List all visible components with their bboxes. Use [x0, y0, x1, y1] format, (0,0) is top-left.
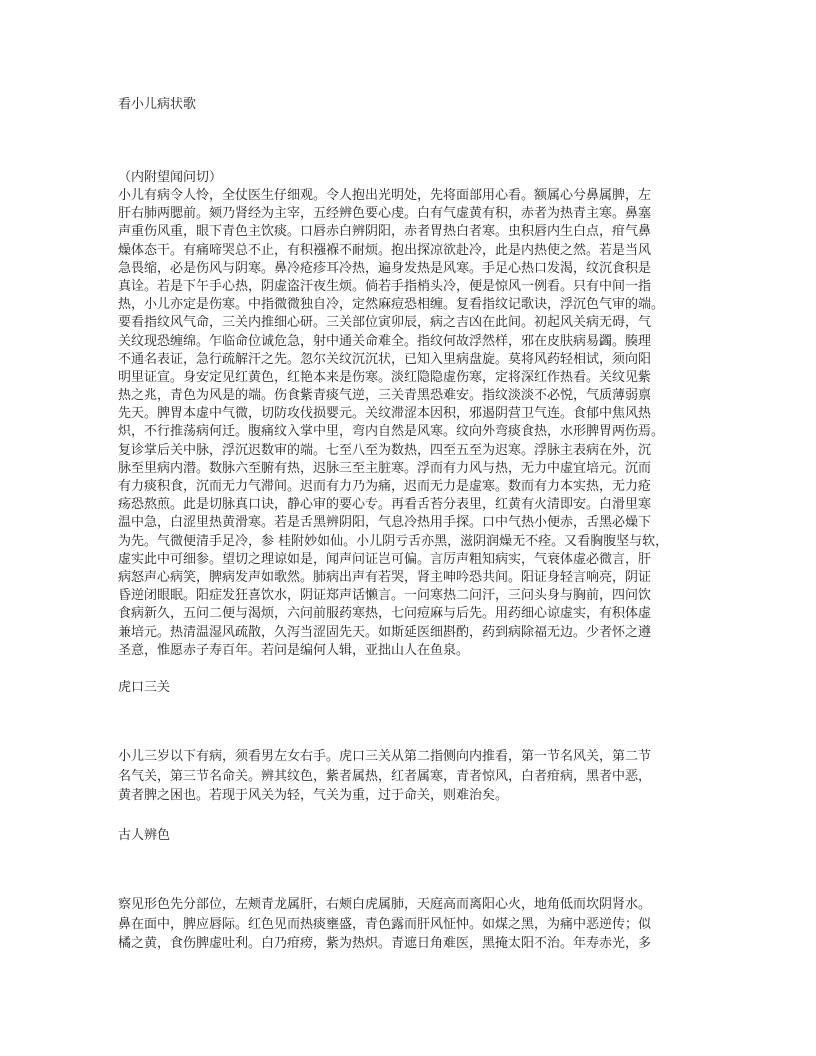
text-line: 燥体态干。有痛啼哭总不止，有积襁褓不耐烦。抱出探凉欲赴冷，此是内热使之然。若是当风 [118, 242, 652, 258]
text-line: 小儿有病令人怜，全仗医生仔细观。令人抱出光明处，先将面部用心看。额属心兮鼻属脾，左 [118, 188, 652, 203]
poem-body [118, 187, 668, 660]
section-title-gu-ren-bian-se: 古人辨色 [118, 828, 171, 843]
text-line: 温中急，白涩里热黄滑寒。若是舌黑辨阴阳，气息冷热用手探。口中气热小便赤，舌黑必燥下 [118, 515, 652, 531]
text-line: 察见形色先分部位，左颊青龙属肝，右颊白虎属肺，天庭高而离阳心火，地角低而坎阴肾水。 [118, 897, 652, 912]
text-line: 黄者脾之困也。若现于风关为轻，气关为重，过于命关，则难治矣。 [118, 788, 509, 803]
text-line: 有力痰积食，沉而无力气滞间。迟而有力乃为痛，迟而无力是虚寒。数而有力本实热，无力疮 [118, 479, 652, 494]
section-title-hu-kou-san-guan: 虎口三关 [118, 680, 171, 695]
text-line: 虚实此中可细参。望切之理谅如是，闻声问证岂可偏。言厉声粗知病实，气衰体虚必微言，肝 [118, 551, 652, 567]
text-line: 声重伤风重，眼下青色主饮痰。口唇赤白辨阴阳，赤者胃热白者寒。虫积唇内生白点，疳气鼻 [118, 224, 652, 240]
text-line: 要看指纹风气命，三关内推细心研。三关部位寅卯辰，病之吉凶在此间。初起风关病无碍，气 [118, 315, 652, 331]
hu-kou-san-guan-paragraph [118, 747, 651, 806]
text-line: 明里证宣。身安定见红黄色，红艳本来是伤寒。淡红隐隐虚伤寒，定将深红作热看。关纹见紫 [118, 369, 652, 385]
text-line: 不通名表证，急行疏解汗之先。忽尔关纹沉沉状，已知入里病盘旋。莫将风药轻相试，须向阳 [118, 351, 652, 367]
text-line: 圣意，惟愿赤子寿百年。若问是编何人辑，亚拙山人在鱼泉。 [118, 642, 470, 658]
text-line: 热之兆，青色为风是的端。伤食紫青痰气逆，三关青黑恐难安。指纹淡淡不必悦，气质薄弱禀 [118, 388, 652, 404]
text-line: 疡恐熬煎。此是切脉真口诀，静心审的要心专。再看舌苔分表里，红黄有火清即安。白滑里寒 [118, 497, 652, 513]
section-title-kan-xiao-er-bing-zhuang-ge: 看小儿病状歌 [118, 97, 197, 112]
text-line: 橘之黄，食伤脾虚吐利。白乃疳痨，紫为热炽。青遮日角难医，黑掩太阳不治。年寿赤光，多 [118, 936, 652, 951]
text-line: 食病新久，五问二便与渴烦，六问前服药寒热，七问痘麻与后先。用药细心谅虚实，有积体虚 [118, 606, 652, 622]
text-line: 为先。气微便清手足冷，参 桂附妙如仙。小儿阴亏舌亦黑，滋阴润燥无不痊。又看胸腹坚与软， [118, 533, 669, 549]
text-line: 兼培元。热清温湿风疏散，久泻当涩固先天。如斯延医细斟酌，药到病除福无边。少者怀之遵 [118, 624, 652, 640]
text-line: 真诠。若是下午手心热，阴虚盗汗夜生烦。倘若手指梢头冷，便是惊风一例看。只有中间一指 [118, 278, 652, 294]
text-line: 名气关，第三节名命关。辨其纹色，紫者属热，红者属寒，青者惊风，白者疳病，黑者中恶， [118, 768, 652, 784]
section-subtitle: （内附望闻问切） [118, 170, 223, 185]
text-line: 病怒声心病笑，脾病发声如歌然。肺病出声有若哭，肾主呻吟恐共间。阳证身轻言响亮，阴证 [118, 569, 652, 585]
text-line: 炽，不行推荡病何迁。腹痛纹入掌中里，弯内自然是风寒。纹向外弯痰食热，水形脾胃两伤焉。 [118, 424, 665, 440]
text-line: 昏逆闭眼眠。阳症发狂喜饮水，阴证郑声话懒言。一问寒热二问汗，三问头身与胸前，四问饮 [118, 588, 652, 604]
gu-ren-bian-se-paragraph [118, 895, 651, 954]
text-line: 先天。脾胃本虚中气微，切防攻伐损婴元。关纹滞涩本因积，邪遏阴营卫气连。食郁中焦风热 [118, 406, 652, 422]
text-line: 急畏缩，必是伤风与阴寒。鼻冷疮疹耳冷热，遍身发热是风寒。手足心热口发渴，纹沉食积是 [118, 260, 652, 276]
text-line: 关纹现恐缠绵。乍临命位诚危急，射中通关命难全。指纹何故浮然样，邪在皮肤病易蠲。腠理 [118, 333, 652, 349]
text-line: 肝右肺两腮前。颏乃肾经为主宰，五经辨色要心虔。白有气虚黄有积，赤者为热青主寒。鼻塞 [118, 206, 652, 222]
text-line: 热，小儿亦定是伤寒。中指微微独自冷，定然麻痘恐相缠。复看指纹记歌诀，浮沉色气审的端。 [118, 297, 665, 313]
text-line: 小儿三岁以下有病，须看男左女右手。虎口三关从第二指侧向内推看，第一节名风关，第二节 [118, 749, 652, 764]
text-line: 鼻在面中，脾应唇际。红色见而热痰壅盛，青色露而肝风怔忡。如煤之黑，为痛中恶逆传；似 [118, 916, 652, 932]
text-line: 脉至里病内潜。数脉六至腑有热，迟脉三至主脏寒。浮而有力风与热，无力中虚宜培元。沉而 [118, 460, 652, 476]
text-line: 复诊掌后关中脉，浮沉迟数审的端。七至八至为数热，四至五至为迟寒。浮脉主表病在外，沉 [118, 442, 652, 458]
